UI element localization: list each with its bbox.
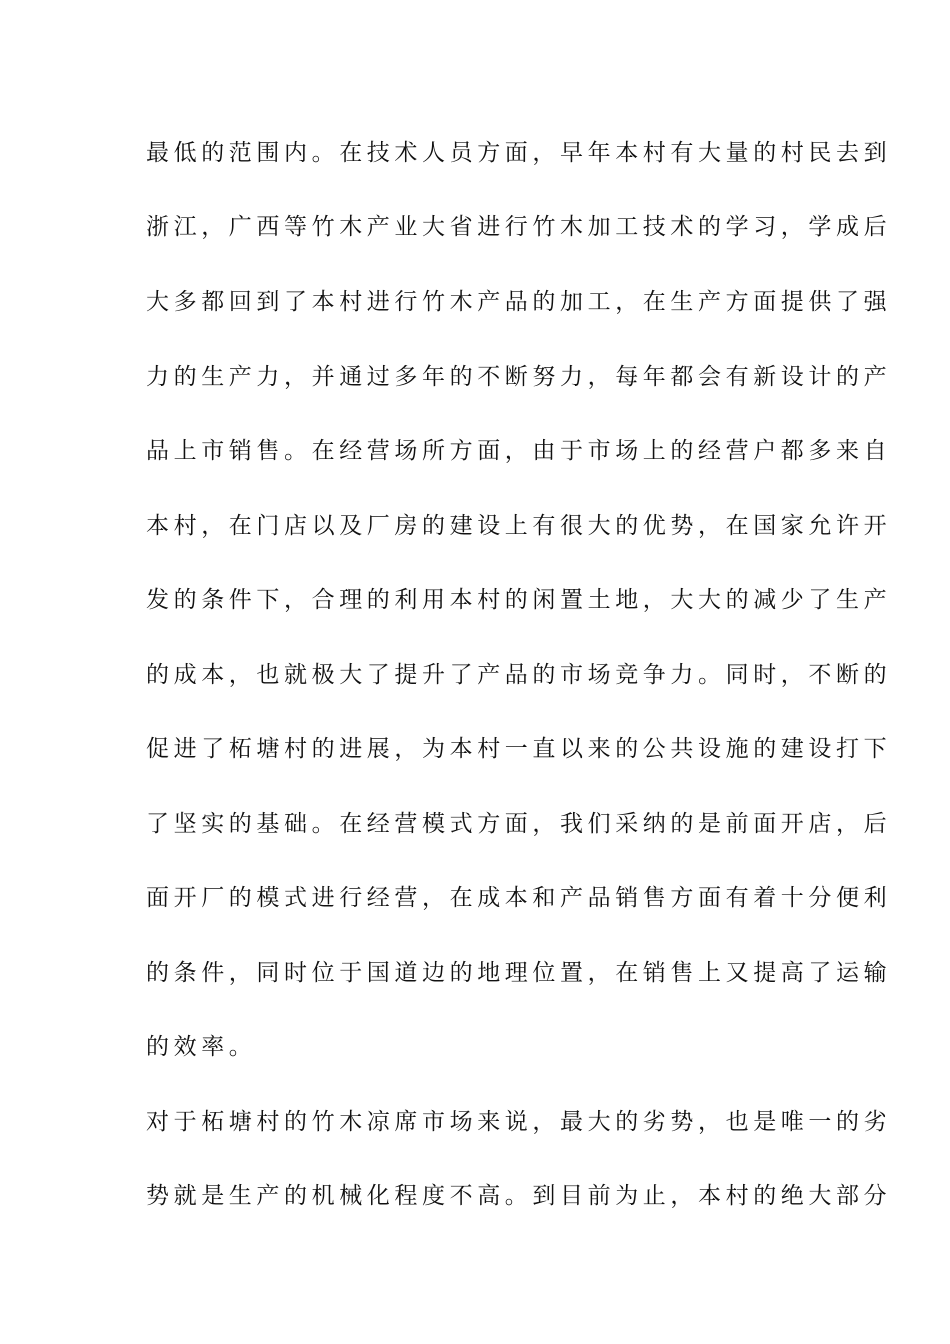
text-line: 品上市销售。在经营场所方面，由于市场上的经营户都多来自 [146,438,892,464]
text-line: 了坚实的基础。在经营模式方面，我们采纳的是前面开店，后 [146,811,892,837]
text-line: 对于柘塘村的竹木凉席市场来说，最大的劣势，也是唯一的劣 [146,1109,892,1135]
text-line: 大多都回到了本村进行竹木产品的加工，在生产方面提供了强 [146,289,892,315]
text-line: 发的条件下，合理的利用本村的闲置土地，大大的减少了生产 [146,587,892,613]
text-line: 的成本，也就极大了提升了产品的市场竞争力。同时，不断的 [146,662,892,688]
text-line: 面开厂的模式进行经营，在成本和产品销售方面有着十分便利 [146,885,892,911]
text-line: 最低的范围内。在技术人员方面，早年本村有大量的村民去到 [146,140,892,166]
text-line: 促进了柘塘村的进展，为本村一直以来的公共设施的建设打下 [146,736,892,762]
text-line: 力的生产力，并通过多年的不断努力，每年都会有新设计的产 [146,364,892,390]
text-line: 浙江，广西等竹木产业大省进行竹木加工技术的学习，学成后 [146,214,892,240]
text-line: 的效率。 [146,1034,257,1060]
text-line: 本村，在门店以及厂房的建设上有很大的优势，在国家允许开 [146,513,892,539]
text-line: 的条件，同时位于国道边的地理位置，在销售上又提高了运输 [146,960,892,986]
text-line: 势就是生产的机械化程度不高。到目前为止，本村的绝大部分 [146,1183,892,1209]
